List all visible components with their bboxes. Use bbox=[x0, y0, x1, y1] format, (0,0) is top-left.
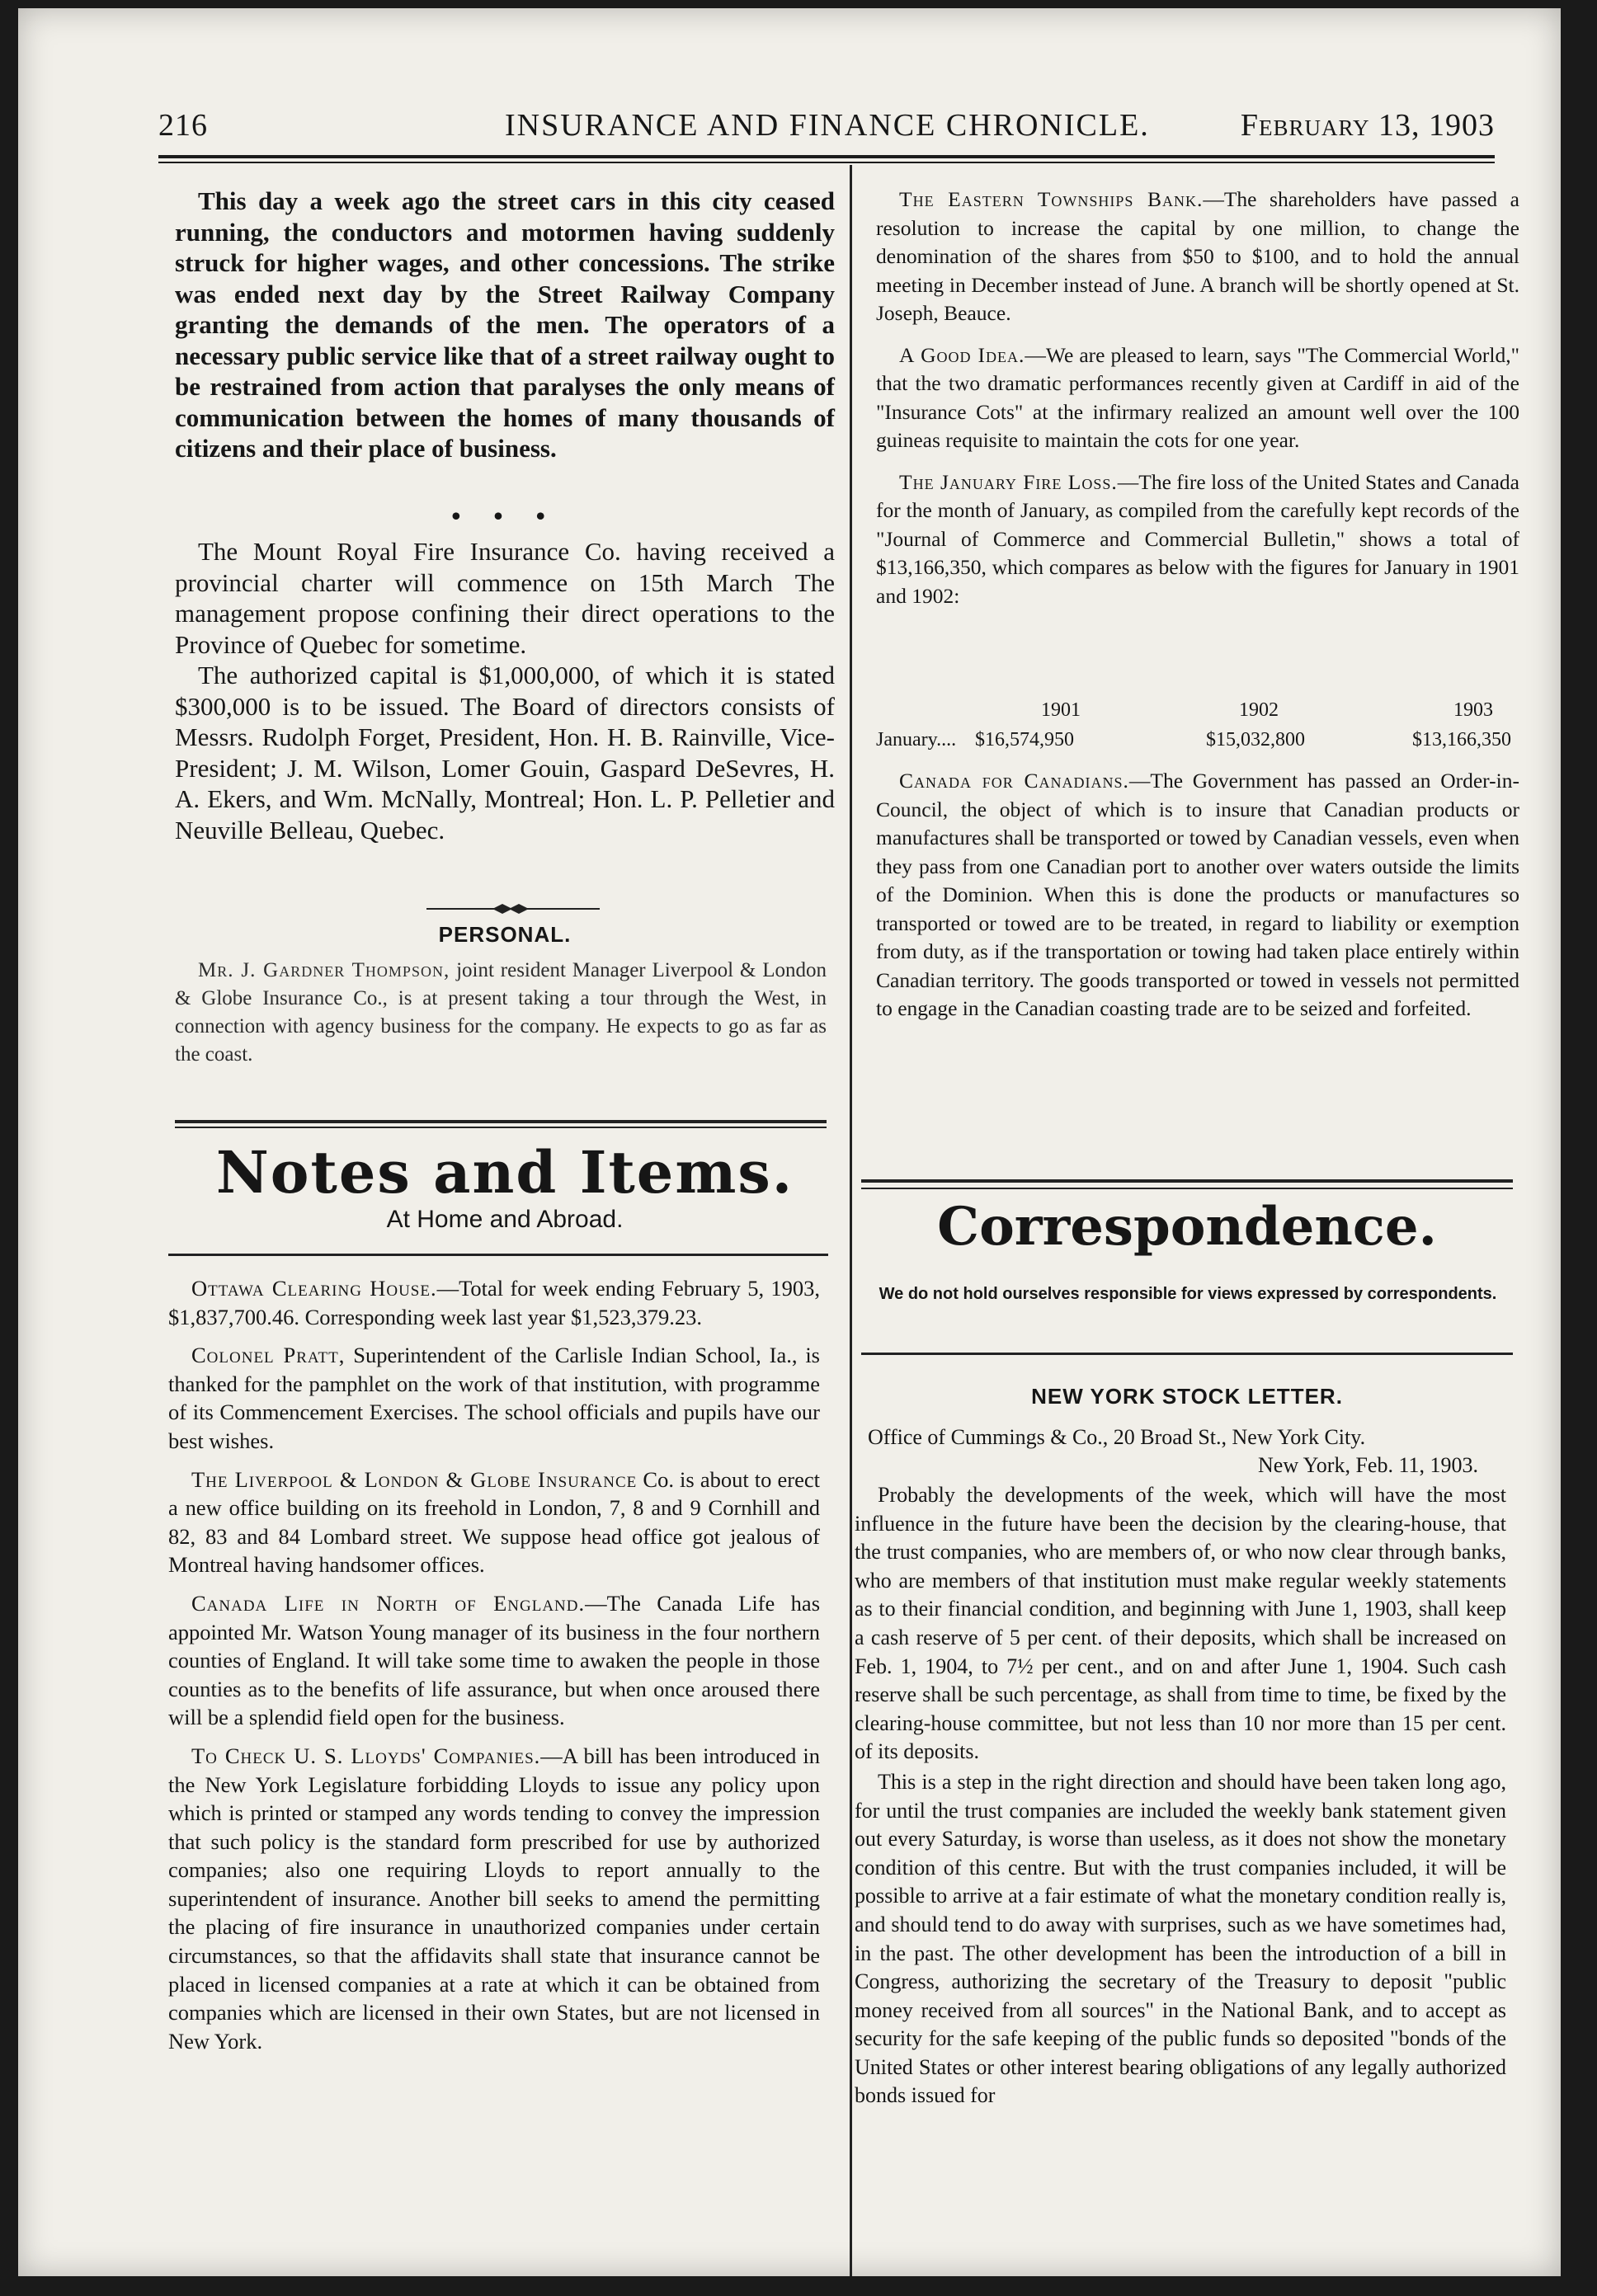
item-text: —A bill has been introduced in the New York Legislature forbidding Lloyds to issue any policy upon which is printed or stamped any words tending to convey the impression that such policy is the standard form prescribed for use by authorized companies; also one requiring Lloyds to report annually to the superintendent of insurance. Another bill seeks to amend the permitting the placing of fire insurance in unauthorized companies under certain circumstances, so that the affidavits shall state that insurance cannot be placed in licensed companies at a rate at which it can be obtained from companies which are licensed in their own States, but are not licensed in New York. bbox=[168, 1743, 820, 2054]
letter-dateline: New York, Feb. 11, 1903. bbox=[1258, 1453, 1478, 1477]
header-rule bbox=[158, 155, 1495, 158]
item-lead: The January Fire Loss. bbox=[899, 469, 1118, 494]
publication-title: INSURANCE AND FINANCE CHRONICLE. bbox=[505, 108, 1150, 143]
section-rule bbox=[175, 1120, 827, 1123]
item-text: —We are pleased to learn, says "The Commercial World," that the two dramatic performances recently given at Cardiff in aid of the "Insurance Cots" at the infirmary realized an amount well over the 100 guineas requisite to maintain the cots for one year. bbox=[876, 342, 1520, 452]
section-dots: • • • bbox=[451, 501, 558, 530]
stock-letter-body bbox=[855, 1481, 1506, 2112]
table-value: $13,166,350 bbox=[1412, 729, 1511, 750]
notes-item bbox=[168, 1466, 820, 1579]
section-rule-thin bbox=[175, 1127, 827, 1128]
item-text: —The fire loss of the United States and Canada for the month of January, as compiled from the carefully kept records of the "Journal of Commerce and Commercial Bulletin," shows a total of $13,166,350, which compares as below with the figures for January in 1901 and 1902: bbox=[876, 469, 1519, 608]
page-number: 216 bbox=[158, 108, 208, 143]
letter-title: NEW YORK STOCK LETTER. bbox=[1031, 1384, 1343, 1409]
letter-office: Office of Cummings & Co., 20 Broad St., New York City. bbox=[868, 1425, 1366, 1449]
personal-heading: PERSONAL. bbox=[438, 922, 572, 947]
table-year: 1903 bbox=[1453, 699, 1493, 721]
table-row-label: January.... bbox=[876, 729, 957, 750]
street-car-strike-article bbox=[175, 186, 835, 476]
item-lead: Canada Life in North of England. bbox=[191, 1590, 586, 1616]
good-idea-article bbox=[876, 341, 1519, 455]
canada-for-canadians-article bbox=[876, 767, 1519, 1035]
item-text: —The Canada Life has appointed Mr. Watson Young manager of its business in the four northern counties of England. It will take some time to awaken the people in those counties as to the benefits of life assurance, but when once aroused there will be a splendid field open for the business. bbox=[168, 1590, 821, 1730]
notes-heading: Notes and Items. bbox=[215, 1138, 794, 1207]
ornament-divider bbox=[426, 903, 600, 915]
table-year: 1901 bbox=[1041, 699, 1081, 721]
item-lead: A Good Idea. bbox=[899, 342, 1025, 367]
item-lead: To Check U. S. Lloyds' Companies. bbox=[191, 1743, 541, 1768]
item-text: Co. is about to erect a new office building on its freehold in London, 7, 8 and 9 Cornhill and 82, 83 and 84 Lombard street. We suppose head office got jealous of Montreal having handsomer offices. bbox=[168, 1466, 821, 1578]
item-lead: Colonel Pratt, bbox=[191, 1343, 346, 1368]
letter-paragraph: Probably the developments of the week, which will have the most influence in the future have been the decision by the clearing-house, that the trust companies, who are members of, or who now clear through banks, who are members of that institution must make regular weekly statements as to their financial condition, and beginning with June 1, 1903, shall keep a cash reserve of 5 per cent. of their deposits, which shall be increased on Feb. 1, 1904, to 7½ per cent., and on and after June 1, 1904. Such cash reserve shall be such percentage, as shall from time to time, be fixed by the clearing-house committee, but not less than 10 nor more than 15 per cent. of its deposits. bbox=[855, 1483, 1506, 1764]
personal-text: joint resident Manager Liverpool & London & Globe Insurance Co., is at present taking a tour through the West, in connection with agency business for the company. He expects to go as far as the coast. bbox=[175, 959, 827, 1066]
item-lead: Canada for Canadians. bbox=[899, 769, 1129, 793]
section-rule-thin bbox=[861, 1188, 1513, 1189]
notes-items bbox=[168, 1274, 820, 2065]
item-text: —Total for week ending February 5, 1903, $1,837,700.46. Corresponding week last year $1,523,379.23. bbox=[168, 1276, 820, 1329]
page-header bbox=[158, 107, 1495, 157]
section-rule bbox=[168, 1254, 828, 1256]
section-rule bbox=[861, 1353, 1513, 1355]
eastern-townships-article bbox=[876, 186, 1519, 328]
personal-lead: Mr. J. Gardner Thompson, bbox=[198, 959, 450, 981]
personal-article bbox=[175, 957, 827, 1080]
letter-paragraph: This is a step in the right direction and should have been taken long ago, for until the trust companies are included the weekly bank statement given out every Saturday, is worse than useless, as it does not show the monetary condition of this centre. But with the trust companies included, it will be possible to arrive at a fair estimate of what the monetary condition really is, and should tend to do away with surprises, such as we have sometimes had, in the past. The other development has been the introduction of a bill in Congress, authorizing the secretary of the Treasury to deposit "public money received from all sources" in the National Bank, and to accept as security for the safe keeping of the public funds so deposited "bonds of the United States or other interest bearing obligations of any legally authorized bonds issued for bbox=[855, 1769, 1506, 2108]
notes-item bbox=[168, 1742, 820, 2056]
table-year: 1902 bbox=[1239, 699, 1279, 721]
table-value: $15,032,800 bbox=[1206, 729, 1305, 750]
mount-royal-article bbox=[175, 536, 835, 845]
newspaper-page bbox=[18, 8, 1561, 2276]
right-column-news bbox=[876, 186, 1519, 623]
notes-item bbox=[168, 1589, 820, 1732]
article-text: This day a week ago the street cars in this city ceased running, the conductors and motormen having suddenly struck for higher wages, and other concessions. The strike was ended next day by the Street Railway Company granting the demands of the men. The operators of a necessary public service like that of a street railway ought to be restrained from action that paralyses the only means of communication between the homes of many thousands of citizens and their place of business. bbox=[175, 186, 835, 463]
article-text: The authorized capital is $1,000,000, of which it is stated $300,000 is to be issued. The Board of directors consists of Messrs. Rudolph Forget, President, Hon. H. B. Rainville, Vice-President; J. M. Wilson, Lomer Gouin, Gaspard DeSevres, H. A. Ekers, and Wm. McNally, Montreal; Hon. L. P. Pelletier and Neuville Belleau, Quebec. bbox=[175, 661, 835, 845]
header-rule-thin bbox=[158, 162, 1495, 163]
item-lead: Ottawa Clearing House. bbox=[191, 1276, 437, 1301]
column-divider bbox=[850, 165, 852, 2276]
fire-loss-article bbox=[876, 468, 1519, 611]
notes-item bbox=[168, 1274, 820, 1331]
article-text bbox=[876, 767, 1519, 1023]
item-lead: The Liverpool & London & Globe Insurance bbox=[191, 1466, 638, 1492]
item-text: —The Government has passed an Order-in-Council, the object of which is to insure that Canadian products or manufactures shall be transported or towed by Canadian vessels, even when they pass from one Canadian port to another over waters outside the limits of the Dominion. When this is done the products or manufactures so transported or towed are to be treated, in regard to liability or exemption from duty, as if the transportation or towing had taken place entirely within Canadian territory. The goods transported or towed in vessels not permitted to engage in the Canadian coasting trade are to be seized and forfeited. bbox=[876, 769, 1519, 1020]
table-value: $16,574,950 bbox=[975, 729, 1074, 750]
fire-loss-table bbox=[876, 699, 1519, 757]
correspondence-heading: Correspondence. bbox=[937, 1196, 1437, 1258]
item-text: Superintendent of the Carlisle Indian School, Ia., is thanked for the pamphlet on the work of that institution, with programme of its Commencement Exercises. The school officials and pupils have our best wishes. bbox=[168, 1343, 820, 1453]
item-text: —The shareholders have passed a resolution to increase the capital by one million, to change the denomination of the shares from $50 to $100, and to hold the annual meeting in December instead of June. A branch will be shortly opened at St. Joseph, Beauce. bbox=[876, 187, 1519, 325]
notes-item bbox=[168, 1341, 820, 1455]
article-text: The Mount Royal Fire Insurance Co. having received a provincial charter will commence on 15th March The management propose confining their direct operations to the Province of Quebec for sometime. bbox=[175, 537, 835, 659]
issue-date: February 13, 1903 bbox=[1240, 108, 1495, 143]
correspondence-disclaimer: We do not hold ourselves responsible for views expressed by correspondents. bbox=[879, 1285, 1497, 1303]
item-lead: The Eastern Townships Bank. bbox=[899, 187, 1204, 211]
notes-subheading: At Home and Abroad. bbox=[386, 1206, 624, 1233]
section-rule bbox=[861, 1179, 1513, 1183]
